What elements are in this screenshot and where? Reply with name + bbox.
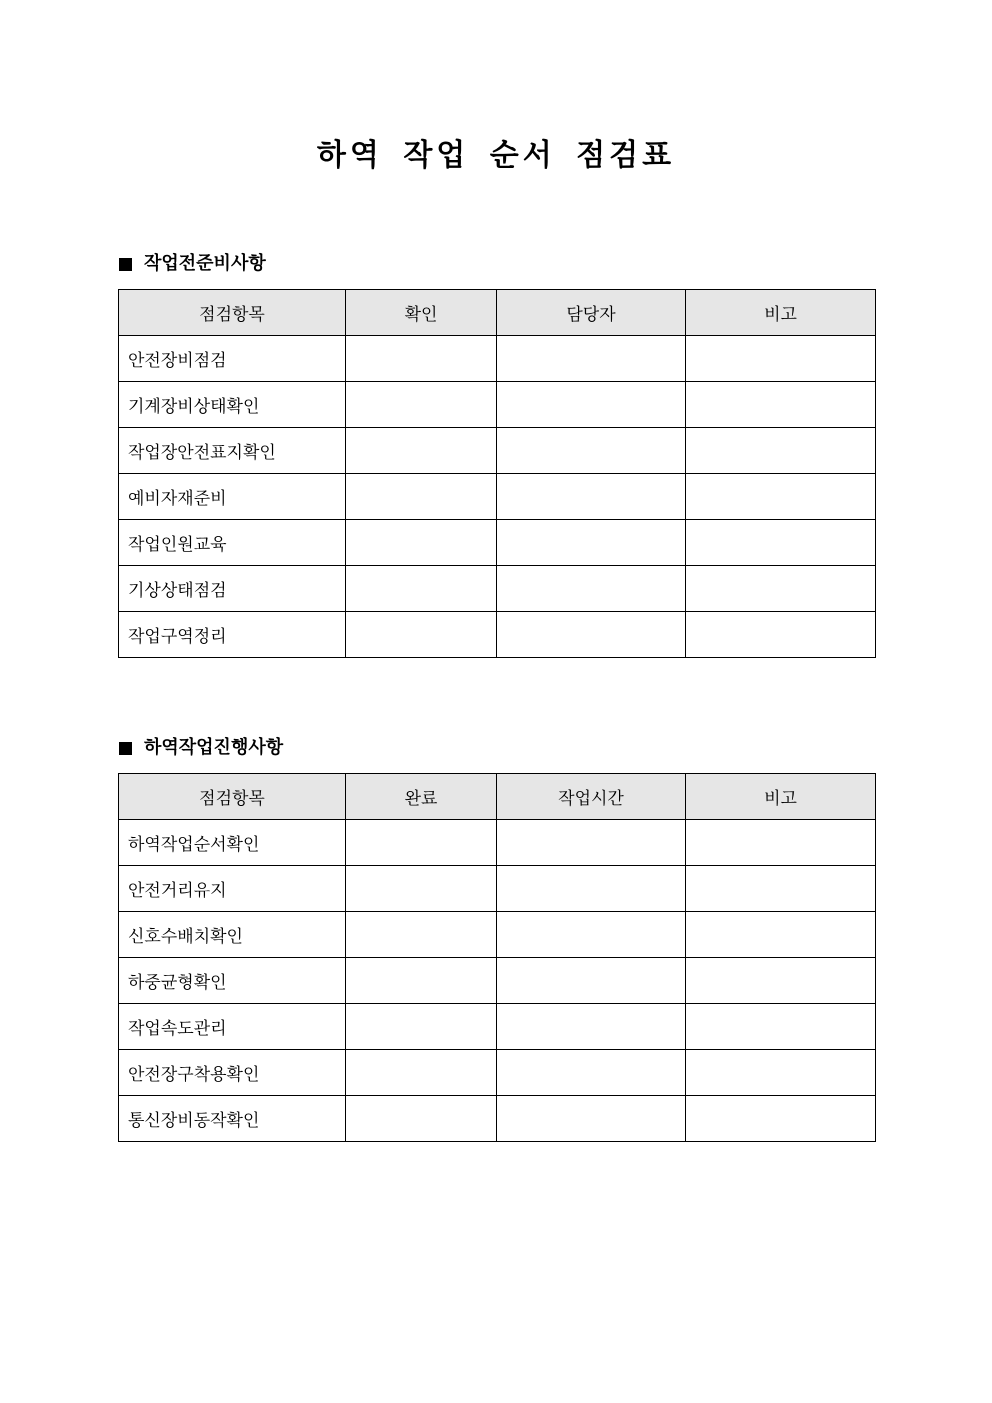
complete-cell[interactable] bbox=[346, 1004, 497, 1050]
remarks-cell[interactable] bbox=[686, 1050, 876, 1096]
column-header-confirm: 확인 bbox=[346, 290, 497, 336]
remarks-cell[interactable] bbox=[686, 566, 876, 612]
table-row bbox=[119, 1096, 876, 1142]
column-header-item: 점검항목 bbox=[119, 290, 346, 336]
complete-cell[interactable] bbox=[346, 820, 497, 866]
table-row bbox=[119, 912, 876, 958]
table-row bbox=[119, 566, 876, 612]
work-time-cell[interactable] bbox=[497, 866, 686, 912]
confirm-cell[interactable] bbox=[346, 566, 497, 612]
confirm-cell[interactable] bbox=[346, 336, 497, 382]
work-time-cell[interactable] bbox=[497, 1050, 686, 1096]
check-item-label: 안전장비점검 bbox=[119, 336, 346, 382]
table-row bbox=[119, 612, 876, 658]
remarks-cell[interactable] bbox=[686, 1096, 876, 1142]
check-item-label: 안전장구착용확인 bbox=[119, 1050, 346, 1096]
remarks-cell[interactable] bbox=[686, 1004, 876, 1050]
column-header-remarks: 비고 bbox=[686, 774, 876, 820]
check-item-label: 신호수배치확인 bbox=[119, 912, 346, 958]
work-time-cell[interactable] bbox=[497, 912, 686, 958]
manager-cell[interactable] bbox=[497, 382, 686, 428]
work-time-cell[interactable] bbox=[497, 958, 686, 1004]
check-item-label: 작업인원교육 bbox=[119, 520, 346, 566]
column-header-work-time: 작업시간 bbox=[497, 774, 686, 820]
table-row bbox=[119, 866, 876, 912]
remarks-cell[interactable] bbox=[686, 866, 876, 912]
check-item-label: 통신장비동작확인 bbox=[119, 1096, 346, 1142]
confirm-cell[interactable] bbox=[346, 428, 497, 474]
complete-cell[interactable] bbox=[346, 912, 497, 958]
section-heading-label: 하역작업진행사항 bbox=[144, 737, 284, 758]
remarks-cell[interactable] bbox=[686, 336, 876, 382]
preparation-checklist-table bbox=[118, 289, 876, 658]
check-item-label: 작업속도관리 bbox=[119, 1004, 346, 1050]
manager-cell[interactable] bbox=[497, 520, 686, 566]
remarks-cell[interactable] bbox=[686, 612, 876, 658]
unloading-progress-checklist-table bbox=[118, 773, 876, 1142]
table-row bbox=[119, 382, 876, 428]
square-bullet-icon bbox=[119, 258, 132, 271]
confirm-cell[interactable] bbox=[346, 474, 497, 520]
manager-cell[interactable] bbox=[497, 336, 686, 382]
column-header-item: 점검항목 bbox=[119, 774, 346, 820]
remarks-cell[interactable] bbox=[686, 912, 876, 958]
table-row bbox=[119, 474, 876, 520]
work-time-cell[interactable] bbox=[497, 1004, 686, 1050]
remarks-cell[interactable] bbox=[686, 520, 876, 566]
remarks-cell[interactable] bbox=[686, 382, 876, 428]
check-item-label: 작업구역정리 bbox=[119, 612, 346, 658]
remarks-cell[interactable] bbox=[686, 474, 876, 520]
manager-cell[interactable] bbox=[497, 428, 686, 474]
complete-cell[interactable] bbox=[346, 866, 497, 912]
section-heading-preparation bbox=[119, 251, 266, 277]
check-item-label: 기상상태점검 bbox=[119, 566, 346, 612]
complete-cell[interactable] bbox=[346, 1096, 497, 1142]
work-time-cell[interactable] bbox=[497, 1096, 686, 1142]
work-time-cell[interactable] bbox=[497, 820, 686, 866]
check-item-label: 예비자재준비 bbox=[119, 474, 346, 520]
manager-cell[interactable] bbox=[497, 566, 686, 612]
complete-cell[interactable] bbox=[346, 958, 497, 1004]
check-item-label: 작업장안전표지확인 bbox=[119, 428, 346, 474]
page-title: 하역 작업 순서 점검표 bbox=[316, 138, 676, 173]
table-row bbox=[119, 520, 876, 566]
remarks-cell[interactable] bbox=[686, 428, 876, 474]
confirm-cell[interactable] bbox=[346, 382, 497, 428]
section-heading-label: 작업전준비사항 bbox=[144, 253, 266, 274]
check-item-label: 기계장비상태확인 bbox=[119, 382, 346, 428]
check-item-label: 안전거리유지 bbox=[119, 866, 346, 912]
table-header-row bbox=[119, 774, 876, 820]
confirm-cell[interactable] bbox=[346, 612, 497, 658]
table-row bbox=[119, 336, 876, 382]
remarks-cell[interactable] bbox=[686, 958, 876, 1004]
column-header-complete: 완료 bbox=[346, 774, 497, 820]
table-row bbox=[119, 1004, 876, 1050]
table-header-row bbox=[119, 290, 876, 336]
table-row bbox=[119, 1050, 876, 1096]
table-row bbox=[119, 958, 876, 1004]
manager-cell[interactable] bbox=[497, 474, 686, 520]
column-header-remarks: 비고 bbox=[686, 290, 876, 336]
table-row bbox=[119, 820, 876, 866]
section-heading-unloading-progress bbox=[119, 735, 283, 761]
square-bullet-icon bbox=[119, 742, 132, 755]
complete-cell[interactable] bbox=[346, 1050, 497, 1096]
remarks-cell[interactable] bbox=[686, 820, 876, 866]
check-item-label: 하역작업순서확인 bbox=[119, 820, 346, 866]
column-header-manager: 담당자 bbox=[497, 290, 686, 336]
confirm-cell[interactable] bbox=[346, 520, 497, 566]
table-row bbox=[119, 428, 876, 474]
manager-cell[interactable] bbox=[497, 612, 686, 658]
check-item-label: 하중균형확인 bbox=[119, 958, 346, 1004]
